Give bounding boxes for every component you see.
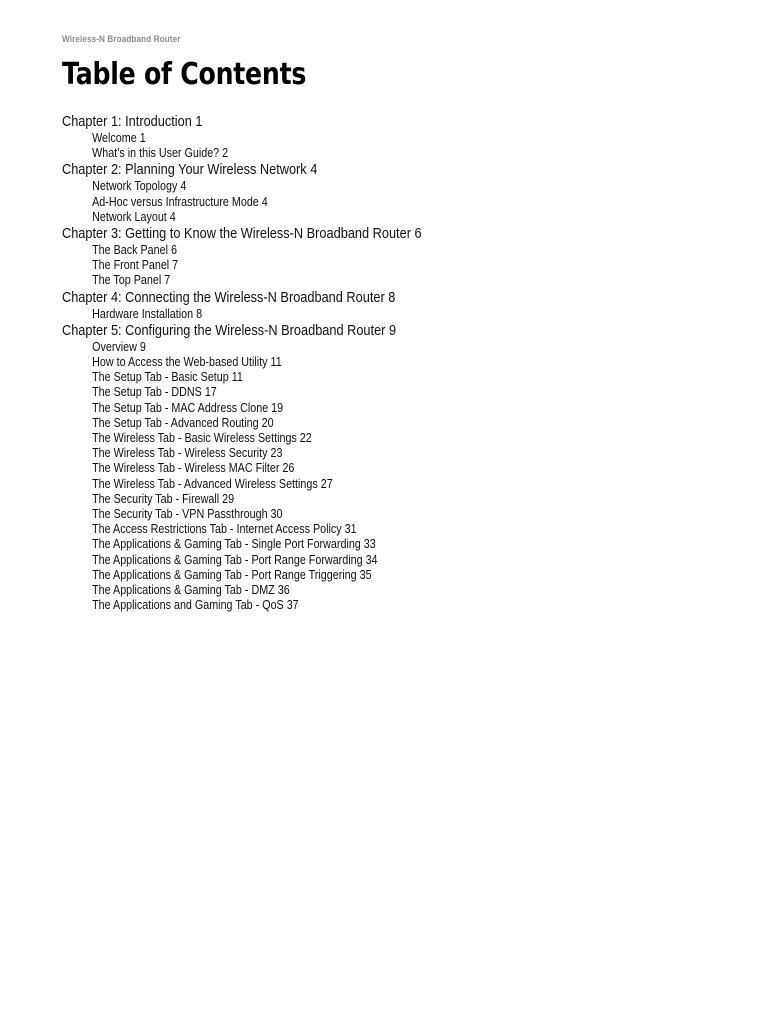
toc-entry[interactable]: The Wireless Tab - Wireless Security 23 [92, 446, 283, 461]
toc-chapter-1-sections [62, 131, 722, 161]
toc-entry[interactable]: How to Access the Web-based Utility 11 [92, 355, 282, 370]
toc-entry[interactable]: The Setup Tab - MAC Address Clone 19 [92, 400, 284, 415]
toc-chapter-3[interactable]: Chapter 3: Getting to Know the Wireless-N Broadband Router 6 [62, 226, 422, 243]
toc-entry[interactable]: Network Topology 4 [92, 179, 187, 194]
toc-chapter-4-sections [62, 307, 722, 322]
toc-entry[interactable]: The Setup Tab - Basic Setup 11 [92, 370, 243, 385]
toc-entry[interactable]: The Setup Tab - DDNS 17 [92, 385, 217, 400]
table-of-contents [62, 114, 722, 613]
toc-entry[interactable]: The Applications & Gaming Tab - Port Range Forwarding 34 [92, 552, 378, 567]
toc-entry[interactable]: The Security Tab - VPN Passthrough 30 [92, 507, 283, 522]
toc-chapter-4[interactable]: Chapter 4: Connecting the Wireless-N Broadband Router 8 [62, 289, 396, 306]
toc-entry[interactable]: The Setup Tab - Advanced Routing 20 [92, 415, 274, 430]
toc-entry[interactable]: Hardware Installation 8 [92, 306, 203, 321]
toc-entry[interactable]: The Access Restrictions Tab - Internet Access Policy 31 [92, 522, 357, 537]
toc-entry[interactable]: What’s in this User Guide? 2 [92, 146, 229, 161]
toc-chapter-2[interactable]: Chapter 2: Planning Your Wireless Network 4 [62, 162, 318, 179]
toc-entry[interactable]: The Back Panel 6 [92, 243, 177, 258]
toc-entry[interactable]: The Top Panel 7 [92, 273, 171, 288]
toc-entry[interactable]: The Security Tab - Firewall 29 [92, 491, 235, 506]
toc-entry[interactable]: The Applications and Gaming Tab - QoS 37 [92, 598, 299, 613]
toc-entry[interactable]: Network Layout 4 [92, 209, 176, 224]
toc-entry[interactable]: The Applications & Gaming Tab - Port Range Triggering 35 [92, 567, 372, 582]
toc-entry[interactable]: The Front Panel 7 [92, 258, 179, 273]
running-header: Wireless-N Broadband Router [62, 34, 181, 45]
toc-chapter-1[interactable]: Chapter 1: Introduction 1 [62, 114, 203, 130]
toc-entry[interactable]: Ad-Hoc versus Infrastructure Mode 4 [92, 194, 268, 209]
toc-entry[interactable]: The Wireless Tab - Wireless MAC Filter 26 [92, 461, 295, 476]
toc-entry[interactable]: The Wireless Tab - Basic Wireless Settings 22 [92, 431, 312, 446]
toc-entry[interactable]: The Wireless Tab - Advanced Wireless Settings 27 [92, 476, 333, 491]
toc-chapter-5[interactable]: Chapter 5: Configuring the Wireless-N Broadband Router 9 [62, 322, 397, 339]
toc-entry[interactable]: Overview 9 [92, 339, 146, 354]
toc-chapter-3-sections [62, 243, 722, 289]
toc-chapter-5-sections [62, 340, 722, 614]
toc-entry[interactable]: Welcome 1 [92, 131, 146, 145]
page-title: Table of Contents [62, 57, 307, 92]
document-page [62, 34, 722, 613]
toc-chapter-2-sections [62, 179, 722, 225]
toc-entry[interactable]: The Applications & Gaming Tab - Single Port Forwarding 33 [92, 537, 376, 552]
toc-entry[interactable]: The Applications & Gaming Tab - DMZ 36 [92, 583, 290, 598]
